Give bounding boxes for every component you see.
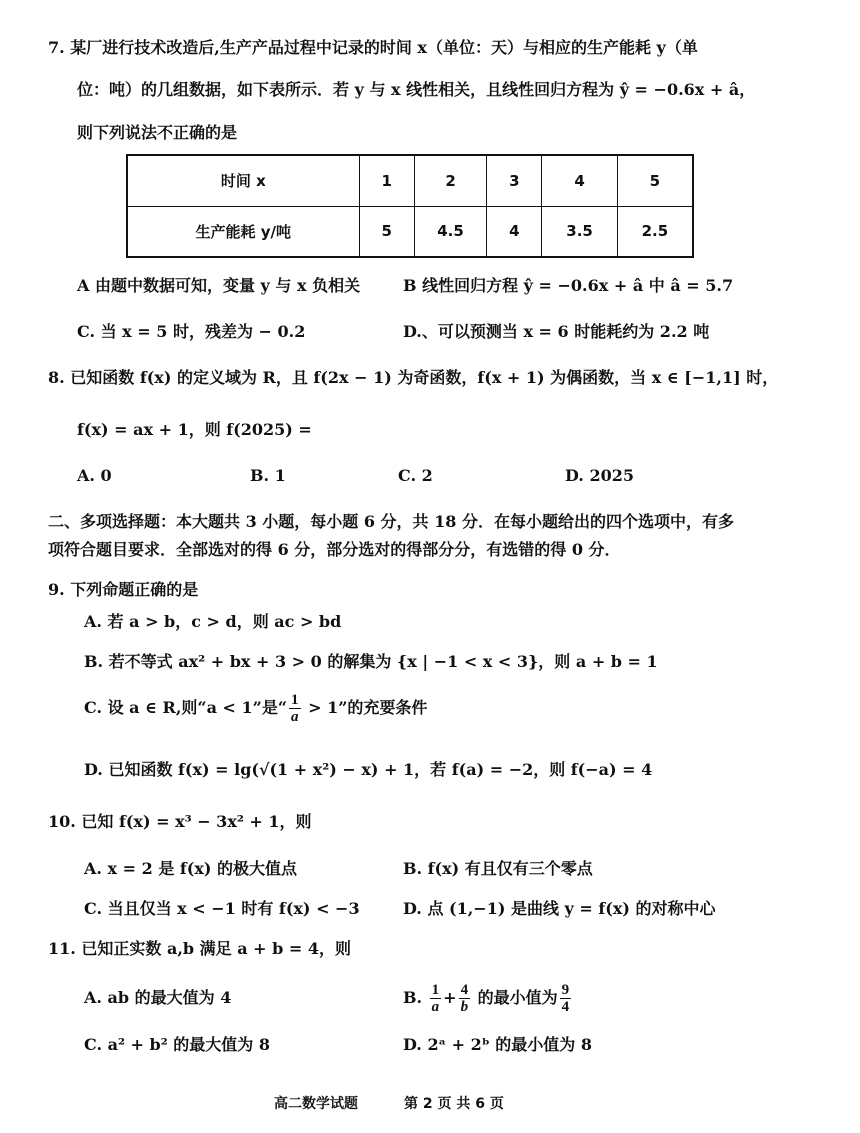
table-cell: 4.5: [414, 206, 486, 257]
q7-stem-line-2: 位：吨）的几组数据，如下表所示．若 y 与 x 线性相关，且线性回归方程为 ŷ = −0.6x + â，: [77, 80, 756, 99]
q8-option-a: A. 0: [77, 466, 112, 485]
table-cell: 3.5: [542, 206, 617, 257]
q10-option-a: A. x = 2 是 f(x) 的极大值点: [84, 859, 298, 878]
q9-option-b: B. 若不等式 ax² + bx + 3 > 0 的解集为 {x | −1 < x < 3}，则 a + b = 1: [84, 652, 658, 671]
q9-option-d: D. 已知函数 f(x) = lg(√(1 + x²) − x) + 1，若 f(a) = −2，则 f(−a) = 4: [84, 760, 653, 779]
q9-option-c-prefix: C. 设 a ∈ R,则“a < 1”是“: [84, 698, 288, 717]
fraction-denominator: a: [431, 999, 440, 1015]
q11-option-b-text: 的最小值为: [477, 988, 558, 1007]
q11-option-b: [403, 976, 573, 1020]
table-cell: 2.5: [617, 206, 693, 257]
section-2-instructions-line-1: 二、多项选择题：本大题共 3 小题，每小题 6 分，共 18 分．在每小题给出的四个选项中，有多: [48, 512, 734, 531]
table-cell: 5: [359, 206, 414, 257]
q8-option-b: B. 1: [250, 466, 286, 485]
q9-option-c-suffix: > 1”的充要条件: [302, 698, 428, 717]
fraction-numerator: 1: [431, 982, 440, 998]
fraction-numerator: 1: [291, 692, 299, 708]
fraction-denominator: 4: [561, 999, 570, 1015]
q9-stem: 9. 下列命题正确的是: [48, 580, 199, 599]
fraction-numerator: 9: [561, 982, 570, 998]
q7-stem-line-1: 7. 某厂进行技术改造后,生产产品过程中记录的时间 x（单位：天）与相应的生产能耗 y（单: [48, 38, 698, 57]
q7-option-a: A 由题中数据可知，变量 y 与 x 负相关: [77, 276, 361, 295]
q11-option-b-fraction-3: [560, 982, 572, 1015]
footer-subject: 高二数学试题: [274, 1096, 358, 1112]
q7-data-table: [126, 154, 694, 258]
table-cell: 2: [414, 155, 486, 206]
table-row-time: [127, 155, 693, 206]
q10-option-c: C. 当且仅当 x < −1 时有 f(x) < −3: [84, 899, 360, 918]
table-cell: 3: [487, 155, 542, 206]
fraction-denominator: a: [291, 709, 299, 725]
q7-option-c: C. 当 x = 5 时，残差为 − 0.2: [77, 322, 306, 341]
table-cell: 4: [487, 206, 542, 257]
q11-option-a: A. ab 的最大值为 4: [84, 988, 232, 1007]
q11-option-b-label: B.: [403, 988, 423, 1007]
q9-option-a: A. 若 a > b，c > d，则 ac > bd: [84, 612, 342, 631]
q10-option-b: B. f(x) 有且仅有三个零点: [403, 859, 593, 878]
table-cell: 5: [617, 155, 693, 206]
q10-stem: 10. 已知 f(x) = x³ − 3x² + 1，则: [48, 812, 312, 831]
table-cell: 1: [359, 155, 414, 206]
q9-option-c: [84, 688, 427, 728]
q11-option-b-fraction-2: [459, 982, 471, 1015]
q8-stem-line-2: f(x) = ax + 1，则 f(2025) =: [77, 420, 312, 439]
footer-page-number: 第 2 页 共 6 页: [404, 1096, 504, 1112]
table-row-energy: [127, 206, 693, 257]
q7-option-d: D.、可以预测当 x = 6 时能耗约为 2.2 吨: [403, 322, 710, 341]
fraction-denominator: b: [460, 999, 469, 1015]
table-header-energy: 生产能耗 y/吨: [127, 206, 359, 257]
q7-option-b: B 线性回归方程 ŷ = −0.6x + â 中 â = 5.7: [403, 276, 734, 295]
q8-option-d: D. 2025: [565, 466, 634, 485]
q11-option-b-fraction-1: [430, 982, 442, 1015]
table-header-time: 时间 x: [127, 155, 359, 206]
section-2-instructions-line-2: 项符合题目要求．全部选对的得 6 分，部分选对的得部分分，有选错的得 0 分．: [48, 540, 621, 559]
q8-option-c: C. 2: [398, 466, 433, 485]
q11-option-c: C. a² + b² 的最大值为 8: [84, 1035, 270, 1054]
table-cell: 4: [542, 155, 617, 206]
q11-option-b-plus: +: [443, 988, 457, 1007]
fraction-numerator: 4: [460, 982, 469, 998]
q8-stem-line-1: 8. 已知函数 f(x) 的定义域为 R，且 f(2x − 1) 为奇函数，f(x + 1) 为偶函数，当 x ∈ [−1,1] 时，: [48, 368, 779, 387]
q9-option-c-fraction: [289, 692, 301, 725]
q7-stem-line-3: 则下列说法不正确的是: [77, 123, 238, 142]
q11-stem: 11. 已知正实数 a,b 满足 a + b = 4，则: [48, 939, 352, 958]
q11-option-d: D. 2ᵃ + 2ᵇ 的最小值为 8: [403, 1035, 592, 1054]
q10-option-d: D. 点 (1,−1) 是曲线 y = f(x) 的对称中心: [403, 899, 716, 918]
